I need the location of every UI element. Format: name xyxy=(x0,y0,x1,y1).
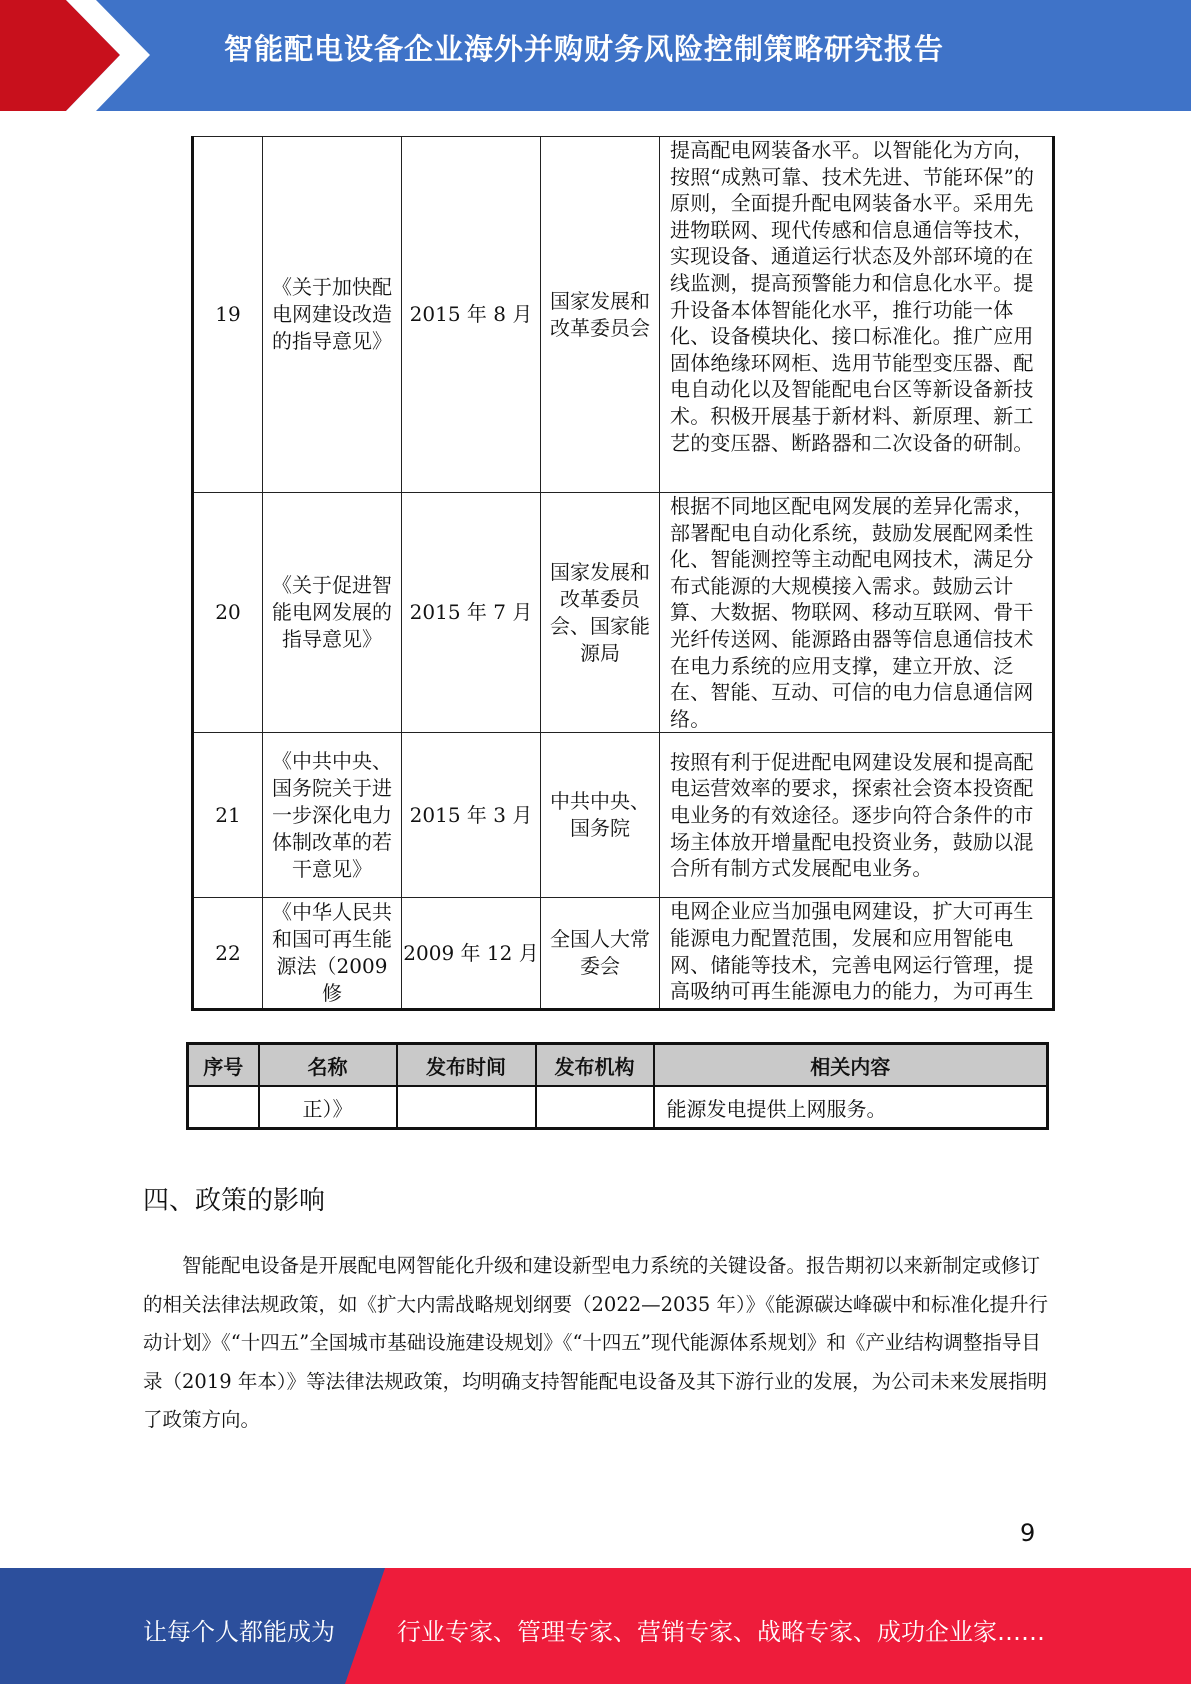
row-name: 《关于加快配电网建设改造的指导意见》 xyxy=(263,137,402,493)
row-org: 全国人大常委会 xyxy=(541,898,660,1010)
section-paragraph: 智能配电设备是开展配电网智能化升级和建设新型电力系统的关键设备。报告期初以来新制定或修订的相关法律法规政策，如《扩大内需战略规划纲要（2022—2035 年）》《能源碳达峰碳中和标准化提升行动计划》《“十四五”全国城市基础设施建设规划》《“十四五”现代能源体系规划》和《产业结构调整指导目录（2019 年本）》等法律法规政策，均明确支持智能配电设备及其下游行业的发展，为公司未来发展指明了政策方向。 xyxy=(143,1254,1048,1431)
row-org: 国家发展和改革委员会 xyxy=(541,137,660,493)
table-row xyxy=(193,493,1054,733)
row-content: 按照有利于促进配电网建设发展和提高配电运营效率的要求，探索社会资本投资配电业务的有效途径。逐步向符合条件的市场主体放开增量配电投资业务，鼓励以混合所有制方式发展配电业务。 xyxy=(660,733,1054,898)
report-title: 智能配电设备企业海外并购财务风险控制策略研究报告 xyxy=(224,32,945,66)
row-no: 21 xyxy=(193,733,263,898)
row-date: 2015 年 3 月 xyxy=(402,733,541,898)
row-content: 能源发电提供上网服务。 xyxy=(654,1086,1048,1129)
header-no: 序号 xyxy=(188,1044,259,1087)
row-date: 2015 年 8 月 xyxy=(402,137,541,493)
row-name: 正）》 xyxy=(259,1086,397,1129)
row-date: 2015 年 7 月 xyxy=(402,493,541,733)
row-name: 《中华人民共和国可再生能源法（2009 修 xyxy=(263,898,402,1010)
header-org: 发布机构 xyxy=(536,1044,654,1087)
table-row xyxy=(193,898,1054,1010)
row-name: 《关于促进智能电网发展的指导意见》 xyxy=(263,493,402,733)
row-no: 22 xyxy=(193,898,263,1010)
footer-slogan-left: 让每个人都能成为 xyxy=(143,1618,335,1646)
page-number: 9 xyxy=(1020,1519,1036,1547)
policy-table-continued xyxy=(191,136,1055,1011)
table-row xyxy=(193,733,1054,898)
section-body xyxy=(143,1247,1048,1440)
row-name: 《中共中央、国务院关于进一步深化电力体制改革的若干意见》 xyxy=(263,733,402,898)
row-no: 20 xyxy=(193,493,263,733)
header-date: 发布时间 xyxy=(397,1044,536,1087)
row-org: 国家发展和改革委员会、国家能源局 xyxy=(541,493,660,733)
table-header-row xyxy=(188,1044,1048,1087)
row-content: 电网企业应当加强电网建设，扩大可再生能源电力配置范围，发展和应用智能电网、储能等技术，完善电网运行管理，提高吸纳可再生能源电力的能力，为可再生 xyxy=(660,898,1054,1010)
table-row xyxy=(188,1086,1048,1129)
section-title: 四、政策的影响 xyxy=(143,1186,326,1216)
row-content: 提高配电网装备水平。以智能化为方向，按照“成熟可靠、技术先进、节能环保”的原则，全面提升配电网装备水平。采用先进物联网、现代传感和信息通信等技术，实现设备、通道运行状态及外部环境的在线监测，提高预警能力和信息化水平。提升设备本体智能化水平，推行功能一体化、设备模块化、接口标准化。推广应用固体绝缘环网柜、选用节能型变压器、配电自动化以及智能配电台区等新设备新技术。积极开展基于新材料、新原理、新工艺的变压器、断路器和二次设备的研制。 xyxy=(660,137,1054,493)
header-bar xyxy=(0,0,1191,111)
row-content: 根据不同地区配电网发展的差异化需求，部署配电自动化系统，鼓励发展配网柔性化、智能测控等主动配电网技术，满足分布式能源的大规模接入需求。鼓励云计算、大数据、物联网、移动互联网、骨干光纤传送网、能源路由器等信息通信技术在电力系统的应用支撑，建立开放、泛在、智能、互动、可信的电力信息通信网络。 xyxy=(660,493,1054,733)
table-row xyxy=(193,137,1054,493)
row-date: 2009 年 12 月 xyxy=(402,898,541,1010)
header-content: 相关内容 xyxy=(654,1044,1048,1087)
header-name: 名称 xyxy=(259,1044,397,1087)
row-date xyxy=(397,1086,536,1129)
row-org xyxy=(536,1086,654,1129)
policy-table-next xyxy=(186,1042,1049,1130)
row-org: 中共中央、国务院 xyxy=(541,733,660,898)
row-no: 19 xyxy=(193,137,263,493)
row-no xyxy=(188,1086,259,1129)
footer-slogan-right: 行业专家、管理专家、营销专家、战略专家、成功企业家…… xyxy=(397,1618,1045,1646)
